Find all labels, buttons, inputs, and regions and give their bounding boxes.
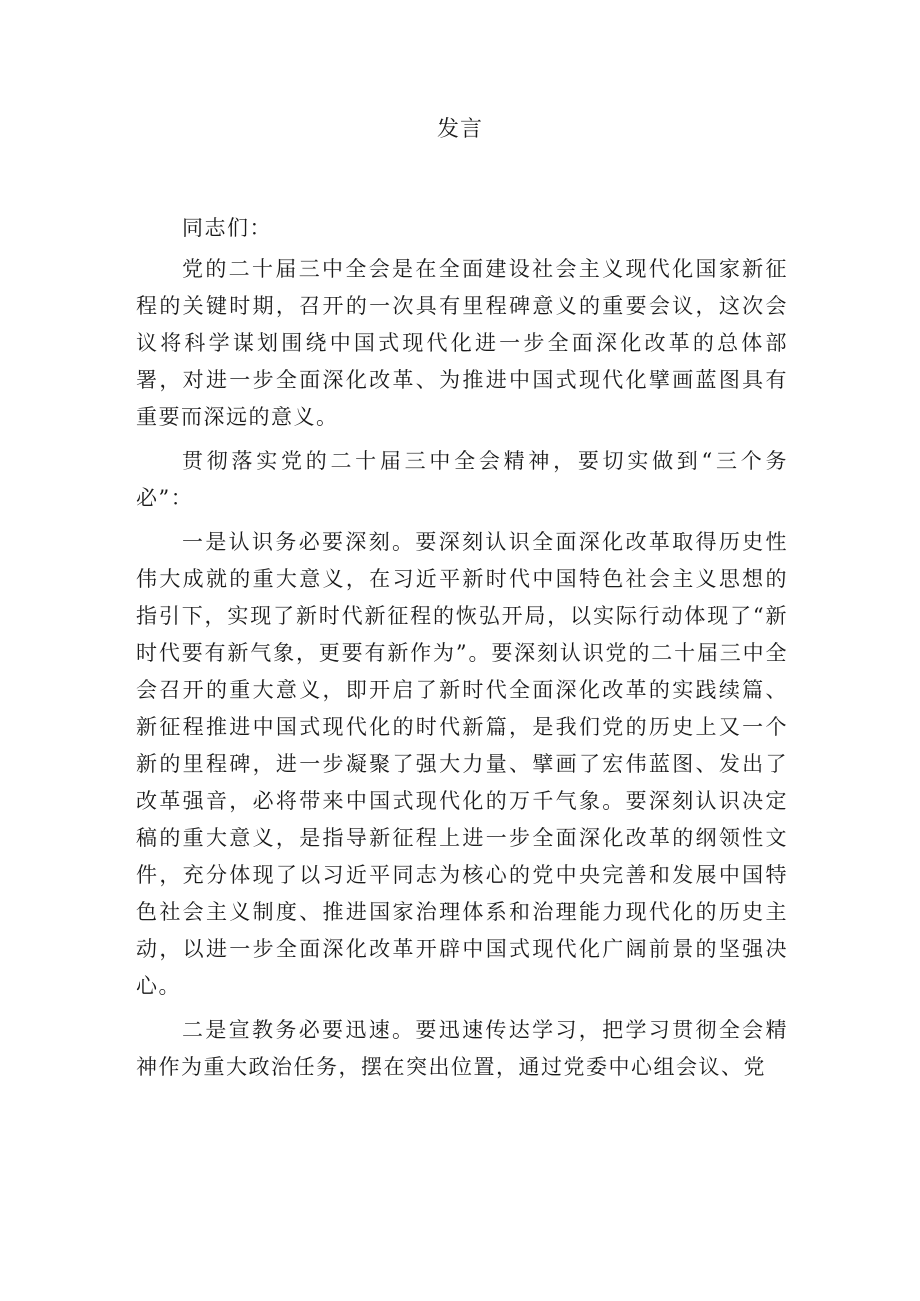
paragraph-understanding: 一是认识务必要深刻。要深刻认识全面深化改革取得历史性伟大成就的重大意义，在习近平新时代中国特色社会主义思想的指引下，实现了新时代新征程的恢弘开局，以实际行动体现了“新时代要有新气象，更要有新作为”。要深刻认识党的二十届三中全会召开的重大意义，即开启了新时代全面深化改革的实践续篇、新征程推进中国式现代化的时代新篇，是我们党的历史上又一个新的里程碑，进一步凝聚了强大力量、擘画了宏伟蓝图、发出了改革强音，必将带来中国式现代化的万千气象。要深刻认识决定稿的重大意义，是指导新征程上进一步全面深化改革的纲领性文件，充分体现了以习近平同志为核心的党中央完善和发展中国特色社会主义制度、推进国家治理体系和治理能力现代化的历史主动，以进一步全面深化改革开辟中国式现代化广阔前景的坚强决心。 <box>136 530 788 998</box>
document-title: 发言 <box>436 117 483 142</box>
paragraph-three-musts: 贯彻落实党的二十届三中全会精神，要切实做到“三个务必”： <box>136 449 788 510</box>
document-body <box>136 210 788 1093</box>
paragraph-publicity: 二是宣教务必要迅速。要迅速传达学习，把学习贯彻全会精神作为重大政治任务，摆在突出位置，通过党委中心组会议、党 <box>136 1018 788 1079</box>
paragraph-intro: 党的二十届三中全会是在全面建设社会主义现代化国家新征程的关键时期，召开的一次具有里程碑意义的重要会议，这次会议将科学谋划围绕中国式现代化进一步全面深化改革的总体部署，对进一步全面深化改革、为推进中国式现代化擘画蓝图具有重要而深远的意义。 <box>136 257 788 429</box>
salutation: 同志们： <box>182 216 272 240</box>
